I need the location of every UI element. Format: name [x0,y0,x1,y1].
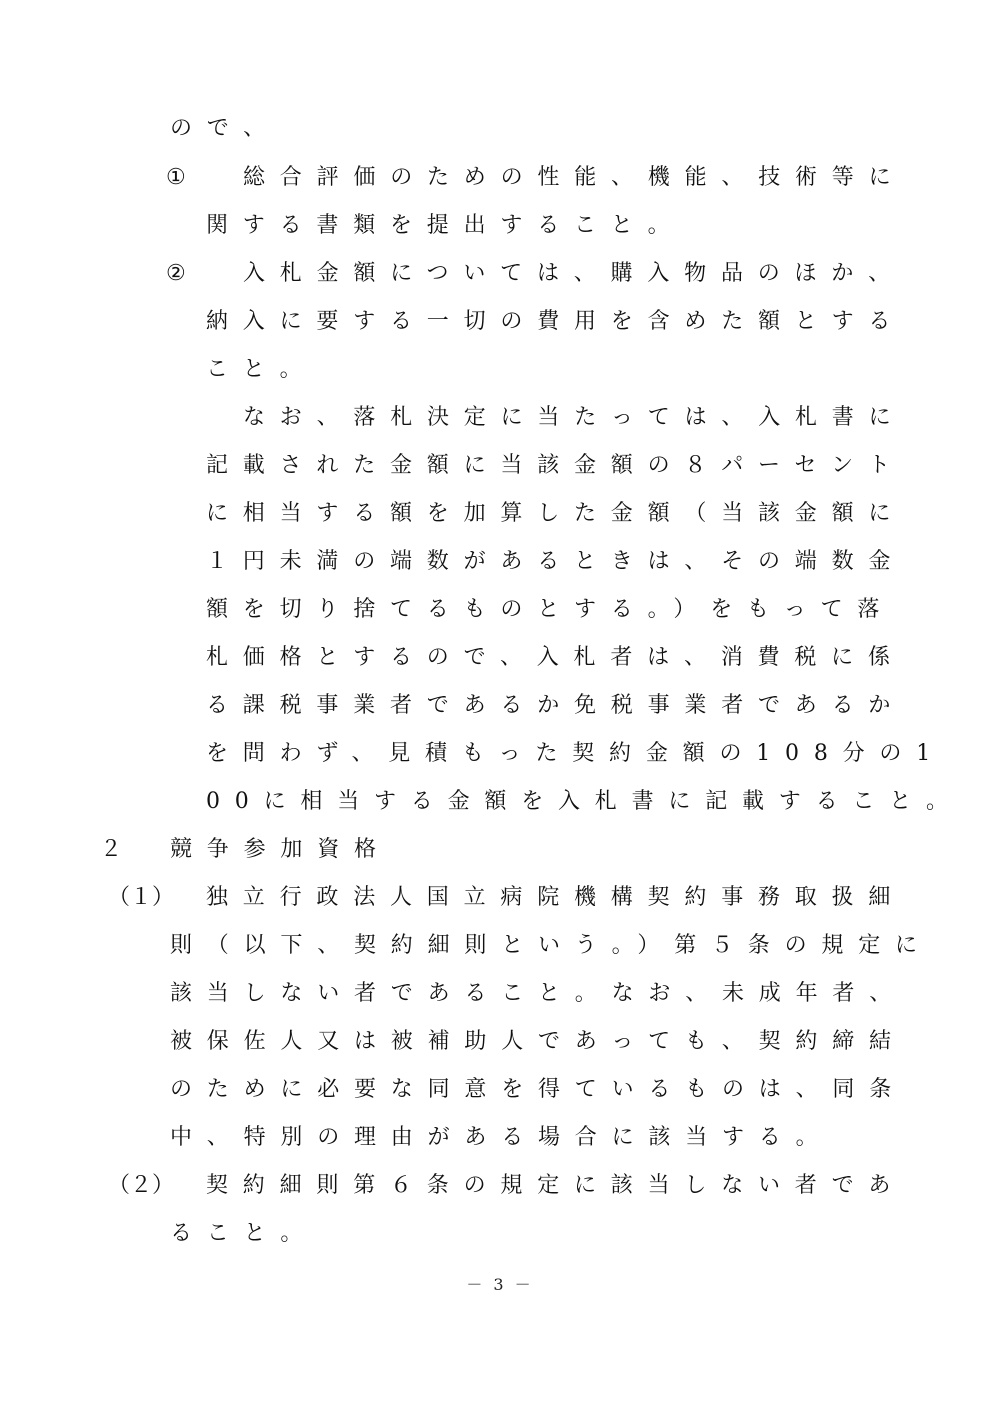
text-line: 納入に要する一切の費用を含めた額とする [206,309,906,334]
text-line: 該当しない者であること。なお、未成年者、 [170,981,907,1006]
section-heading: 競争参加資格 [170,837,391,862]
text-line: 契約細則第６条の規定に該当しない者であ [206,1173,906,1198]
text-line: 中、特別の理由がある場合に該当する。 [170,1125,833,1150]
subsection-number-1: （１） [108,885,175,910]
text-line: 則（以下、契約細則という。）第５条の規定に [170,933,932,958]
text-line: のために必要な同意を得ているものは、同条 [170,1077,907,1102]
text-line: なお、落札決定に当たっては、入札書に [243,405,906,430]
subsection-number-2: （２） [108,1173,175,1198]
text-line: 総合評価のための性能、機能、技術等に [243,165,906,190]
text-line: を問わず、見積もった契約金額の108分の1 [206,741,946,766]
text-line: 札価格とするので、入札者は、消費税に係 [206,645,905,670]
page-number: － 3 － [466,1275,534,1294]
text-line: 関する書類を提出すること。 [206,213,685,238]
text-line: 額を切り捨てるものとする。）をもって落 [206,597,895,622]
text-line: 被保佐人又は被補助人であっても、契約締結 [170,1029,906,1054]
item-marker-1: ① [166,165,186,190]
section-number: ２ [100,837,123,862]
text-line: 記載された金額に当該金額の８パーセント [206,453,905,478]
text-line: 独立行政法人国立病院機構契約事務取扱細 [206,885,906,910]
text-line: ので、 [170,116,280,141]
text-line: に相当する額を加算した金額（当該金額に [206,501,906,526]
text-line: 入札金額については、購入物品のほか、 [243,261,905,286]
item-marker-2: ② [166,261,186,286]
text-line: る課税事業者であるか免税事業者であるか [206,693,906,718]
text-line: こと。 [206,357,317,382]
text-line: １円未満の端数があるときは、その端数金 [206,549,906,574]
text-line: 00に相当する金額を入札書に記載すること。 [206,789,963,814]
text-line: ること。 [170,1221,318,1246]
